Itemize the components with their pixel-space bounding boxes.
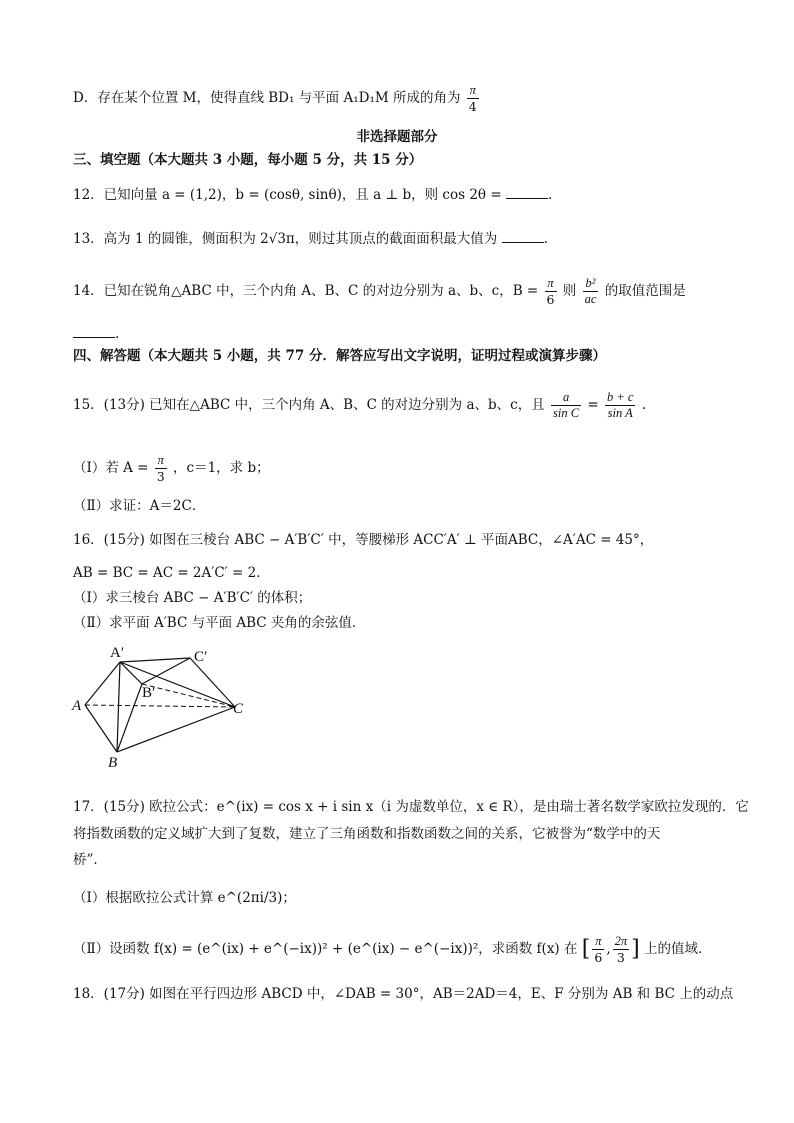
edge-a1c1: [120, 658, 190, 662]
q14-fraction-expr: $\frac{\text{b²}}{ac}$: [584, 276, 597, 306]
section-4-heading: 四、解答题（本大题共 5 小题，共 77 分．解答应写出文字说明，证明过程或演算步骤）: [73, 348, 606, 364]
question-15: [73, 390, 734, 421]
edge-a1b1: [120, 662, 142, 684]
section-nonchoice-heading: 非选择题部分: [356, 129, 438, 145]
q17-part2-text: （Ⅱ）设函数 f(x) = (e^(ix) + e^(−ix))² + (e^(ix) − e^(−ix))²，求函数 f(x) 在: [73, 941, 578, 957]
option-d-fraction: $\frac{\pi}{4}$: [468, 83, 477, 114]
question-14: [73, 276, 734, 307]
question-17-part1: （Ⅰ）根据欧拉公式计算 e^(2πi/3)；: [73, 890, 296, 906]
question-18-line1: 18．(17分) 如图在平行四边形 ABCD 中，∠DAB = 30°，AB＝2AD＝4，E、F 分别为 AB 和 BC 上的动点: [73, 986, 734, 1002]
q15-part1-text: （Ⅰ）若 A =: [73, 460, 149, 476]
question-17-line1: 17．(15分) 欧拉公式：e^(ix) = cos x + i sin x（i 为虚数单位，x ∈ R），是由瑞士著名数学家欧拉发现的．它: [73, 799, 749, 815]
edge-c1c: [190, 658, 235, 707]
label-a-prime: A′: [110, 645, 125, 661]
edge-a1c: [120, 662, 235, 707]
q14-tail: 的取值范围是: [604, 283, 686, 299]
edge-bc: [117, 707, 235, 752]
q15-fraction-left: $\frac{a}{\text{sin C}}$: [553, 390, 580, 420]
q15-text: 15．(13分) 已知在△ABC 中，三个内角 A、B、C 的对边分别为 a、b、c，且: [73, 397, 545, 413]
question-13: [73, 228, 734, 249]
option-d: [73, 83, 734, 114]
frustum-figure: [70, 640, 260, 770]
question-14-line2: [73, 323, 734, 344]
edge-b1c-hidden: [142, 684, 235, 707]
q17-left-bracket: [: [581, 936, 591, 962]
option-d-text: D．存在某个位置 M，使得直线 BD₁ 与平面 A₁D₁M 所成的角为: [73, 90, 461, 106]
q14-then: 则: [562, 283, 577, 299]
q12-answer-blank: [506, 184, 548, 199]
question-16-part2: （Ⅱ）求平面 A′BC 与平面 ABC 夹角的余弦值．: [73, 615, 366, 631]
q15-equals: =: [587, 397, 599, 413]
section-3-heading: 三、填空题（本大题共 3 小题，每小题 5 分，共 15 分）: [73, 152, 423, 168]
q13-answer-blank: [502, 228, 544, 243]
q17-right-bracket: ]: [631, 936, 640, 962]
question-16-part1: （Ⅰ）求三棱台 ABC − A′B′C′ 的体积；: [73, 590, 312, 606]
question-15-part2: （Ⅱ）求证：A＝2C．: [73, 498, 206, 514]
q13-period: .: [543, 231, 548, 247]
q17-fraction-high: $\frac{2\pi}{3}$: [614, 934, 628, 965]
q17-comma: ,: [606, 941, 611, 957]
question-12: [73, 184, 734, 205]
q12-text: 12．已知向量 a = (1,2)，b = (cosθ, sinθ)，且 a ⊥ b，则 cos 2θ =: [73, 187, 502, 203]
question-17-line2: 将指数函数的定义域扩大到了复数，建立了三角函数和指数函数之间的关系，它被誉为“数学中的天: [73, 826, 661, 842]
question-16-line1: 16．(15分) 如图在三棱台 ABC − A′B′C′ 中，等腰梯形 ACC′A′ ⊥ 平面ABC，∠A′AC = 45°，: [73, 532, 654, 548]
q14-fraction-b: $\frac{\pi}{6}$: [546, 276, 555, 307]
question-17-part2: [73, 934, 734, 965]
edge-b1b: [117, 684, 142, 752]
q17-part2-tail: 上的值域．: [644, 941, 712, 957]
question-17-line3: 桥”．: [73, 852, 107, 868]
q14-text: 14．已知在锐角△ABC 中，三个内角 A、B、C 的对边分别为 a、b、c，B =: [73, 283, 539, 299]
q17-fraction-low: $\frac{\pi}{6}$: [594, 934, 603, 965]
q15-fraction-right: $\frac{b + c}{\text{sin A}}$: [607, 390, 634, 420]
edge-a1b: [117, 662, 120, 752]
q14-period: .: [115, 326, 120, 342]
label-b: B: [108, 755, 118, 770]
question-15-part1: [73, 453, 734, 484]
question-16-line2: AB = BC = AC = 2A′C′ = 2．: [73, 565, 270, 581]
label-c: C: [233, 701, 244, 717]
edge-ac-hidden: [85, 705, 235, 707]
q15-part1-tail: ，c＝1，求 b；: [173, 460, 270, 476]
q15-period: .: [641, 397, 647, 413]
q14-answer-blank: [73, 323, 115, 338]
edge-ab: [85, 705, 117, 752]
label-b-prime: B′: [142, 685, 156, 701]
q13-text: 13．高为 1 的圆锥，侧面积为 2√3π，则过其顶点的截面面积最大值为: [73, 231, 498, 247]
label-c-prime: C′: [194, 649, 208, 665]
q12-period: .: [547, 187, 553, 203]
q15-part1-fraction: $\frac{\pi}{3}$: [156, 453, 165, 484]
edge-aa1: [85, 662, 120, 705]
label-a: A: [72, 698, 82, 714]
